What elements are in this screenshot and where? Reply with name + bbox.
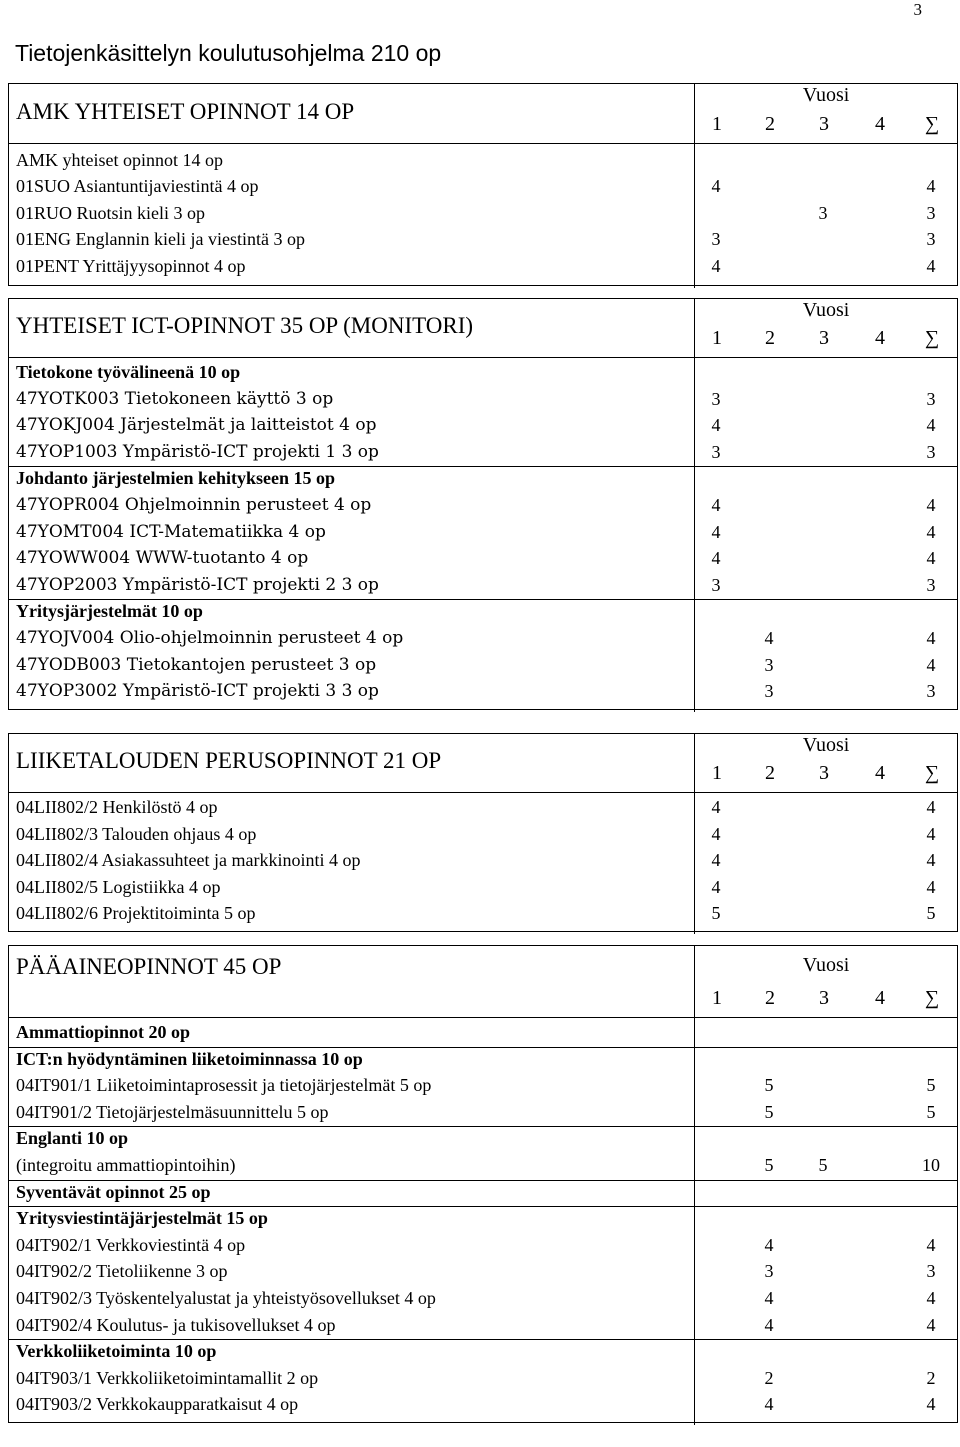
course-row: [9, 797, 957, 824]
credit-sum: 3: [926, 229, 936, 250]
year-4-header: 4: [875, 762, 885, 784]
page-number: 3: [913, 0, 922, 19]
subsection-label: ICT:n hyödyntäminen liiketoiminnassa 10 op: [16, 1048, 363, 1069]
course-label: 04LII802/4 Asiakassuhteet ja markkinointi 4 op: [16, 850, 361, 871]
credit-sum: 4: [926, 823, 936, 844]
course-label: 01ENG Englannin kieli ja viestintä 3 op: [16, 229, 305, 250]
subsection-label: Ammattiopinnot 20 op: [16, 1022, 191, 1042]
credit-year-1: 4: [711, 255, 721, 276]
course-label: 01RUO Ruotsin kieli 3 op: [16, 202, 206, 223]
credit-year-2: 4: [764, 1394, 774, 1415]
course-label: 04IT902/3 Työskentelyalustat ja yhteistyösovellukset 4 op: [16, 1288, 436, 1308]
credit-sum: 5: [926, 1101, 936, 1122]
course-row: [9, 628, 957, 655]
section-title: YHTEISET ICT-OPINNOT 35 OP (MONITORI): [16, 313, 474, 338]
credit-sum: 4: [926, 654, 936, 675]
course-row: [9, 176, 957, 202]
subsection-label: Yritysjärjestelmät 10 op: [16, 601, 203, 622]
course-row: [9, 850, 957, 877]
year-3-header: 3: [819, 113, 829, 135]
course-row: [9, 1102, 957, 1129]
course-label: 47YOWW004 WWW-tuotanto 4 op: [16, 548, 309, 569]
credit-year-2: 3: [764, 654, 774, 675]
course-row: [9, 575, 957, 602]
course-label: 01SUO Asiantuntijaviestintä 4 op: [16, 176, 259, 197]
year-1-header: 1: [712, 762, 722, 784]
course-label: 47YOP2003 Ympäristö-ICT projekti 2 3 op: [16, 574, 379, 595]
course-row: [9, 548, 957, 575]
section-header: [9, 946, 957, 1018]
credit-year-1: 4: [711, 797, 721, 817]
section-table: [8, 945, 958, 1423]
vuosi-label: Vuosi: [802, 299, 850, 321]
course-label: 04IT903/1 Verkkoliiketoimintamallit 2 op: [16, 1367, 319, 1388]
row-divider: [9, 1339, 957, 1340]
credit-sum: 3: [926, 681, 936, 702]
credit-sum: 4: [926, 415, 936, 436]
course-label: 04LII802/6 Projektitoiminta 5 op: [16, 903, 256, 924]
course-row: [9, 389, 957, 416]
credit-year-3: 5: [818, 1155, 828, 1175]
credit-year-2: 5: [764, 1101, 774, 1122]
credit-sum: 4: [926, 1288, 936, 1308]
course-row: [9, 522, 957, 549]
subsection-heading: [9, 468, 957, 495]
course-label: 04IT902/2 Tietoliikenne 3 op: [16, 1261, 228, 1282]
credit-year-3: 3: [818, 202, 828, 223]
course-label: 47YOJV004 Olio-ohjelmoinnin perusteet 4 op: [16, 628, 404, 648]
course-label: 47YOP3002 Ympäristö-ICT projekti 3 3 op: [16, 681, 379, 702]
course-row: [9, 1155, 957, 1182]
section-table: [8, 83, 958, 286]
credit-year-2: 5: [764, 1155, 774, 1175]
credit-year-1: 4: [711, 876, 721, 897]
credit-sum: 4: [926, 1234, 936, 1255]
section-header: [9, 299, 957, 358]
course-row: [9, 655, 957, 682]
course-label: 04LII802/5 Logistiikka 4 op: [16, 876, 221, 897]
course-label: 04IT903/2 Verkkokaupparatkaisut 4 op: [16, 1394, 299, 1415]
credit-year-1: 3: [711, 574, 721, 595]
credit-year-1: 3: [711, 441, 721, 462]
year-1-header: 1: [712, 987, 722, 1009]
year-3-header: 3: [819, 762, 829, 784]
credit-sum: 4: [926, 521, 936, 542]
credit-year-2: 4: [764, 1314, 774, 1335]
course-row: [9, 229, 957, 255]
course-label: 47YOKJ004 Järjestelmät ja laitteistot 4 op: [16, 415, 377, 436]
course-label: 47YODB003 Tietokantojen perusteet 3 op: [16, 654, 377, 675]
row-divider: [9, 1206, 957, 1207]
credit-sum: 10: [922, 1155, 940, 1175]
course-row: [9, 1261, 957, 1288]
sum-column-header: ∑: [924, 762, 940, 784]
course-row: [9, 903, 957, 930]
course-row: [9, 415, 957, 442]
course-label: 47YOP1003 Ympäristö-ICT projekti 1 3 op: [16, 441, 379, 462]
credit-year-1: 4: [711, 495, 721, 515]
year-1-header: 1: [712, 327, 722, 349]
course-row: [9, 877, 957, 904]
year-2-header: 2: [765, 327, 775, 349]
subsection-heading: [9, 362, 957, 389]
credit-year-1: 3: [711, 388, 721, 409]
subsection-label: Verkkoliiketoiminta 10 op: [16, 1341, 217, 1362]
credit-year-1: 4: [711, 521, 721, 542]
year-2-header: 2: [765, 113, 775, 135]
section-title: AMK YHTEISET OPINNOT 14 OP: [16, 99, 355, 124]
credit-year-2: 5: [764, 1075, 774, 1096]
subsection-heading: [9, 1341, 957, 1368]
sum-column-header: ∑: [924, 987, 940, 1009]
subsection-label: Tietokone työvälineenä 10 op: [16, 362, 241, 382]
course-row: [9, 681, 957, 708]
credit-year-2: 4: [764, 1288, 774, 1308]
credit-sum: 4: [926, 548, 936, 569]
course-label: 04IT902/4 Koulutus- ja tukisovellukset 4 op: [16, 1314, 336, 1335]
credit-year-2: 4: [764, 628, 774, 648]
course-row: [9, 256, 957, 282]
credit-sum: 3: [926, 388, 936, 409]
section-header: [9, 734, 957, 793]
course-row: [9, 150, 957, 176]
year-4-header: 4: [875, 113, 885, 135]
credit-year-1: 4: [711, 176, 721, 197]
row-divider: [9, 599, 957, 600]
credit-year-1: 4: [711, 548, 721, 569]
credit-sum: 3: [926, 1261, 936, 1282]
credit-sum: 2: [926, 1367, 936, 1388]
section-table: [8, 733, 958, 932]
credit-sum: 4: [926, 176, 936, 197]
section-title: PÄÄAINEOPINNOT 45 OP: [16, 954, 282, 979]
course-label: 01PENT Yrittäjyysopinnot 4 op: [16, 255, 246, 276]
course-row: [9, 442, 957, 469]
subsection-heading: [9, 1182, 957, 1209]
course-row: [9, 1394, 957, 1421]
credit-year-1: 4: [711, 850, 721, 871]
subsection-label: Syventävät opinnot 25 op: [16, 1181, 211, 1202]
row-divider: [9, 466, 957, 467]
credit-year-1: 4: [711, 823, 721, 844]
credit-sum: 4: [926, 628, 936, 648]
year-3-header: 3: [819, 327, 829, 349]
course-label: AMK yhteiset opinnot 14 op: [16, 150, 223, 170]
row-divider: [9, 1126, 957, 1127]
course-row: [9, 1235, 957, 1262]
subsection-heading: [9, 1049, 957, 1076]
credit-sum: 4: [926, 797, 936, 817]
credit-sum: 3: [926, 574, 936, 595]
course-label: 04IT902/1 Verkkoviestintä 4 op: [16, 1234, 246, 1255]
credit-year-2: 2: [764, 1367, 774, 1388]
course-label: 04LII802/2 Henkilöstö 4 op: [16, 797, 218, 817]
credit-sum: 5: [926, 903, 936, 924]
section-title: LIIKETALOUDEN PERUSOPINNOT 21 OP: [16, 748, 442, 773]
credit-year-2: 4: [764, 1234, 774, 1255]
year-3-header: 3: [819, 987, 829, 1009]
year-column-header: [694, 734, 957, 792]
subsection-label: Yritysviestintäjärjestelmät 15 op: [16, 1208, 268, 1229]
credit-sum: 4: [926, 255, 936, 276]
credit-sum: 4: [926, 850, 936, 871]
course-label: (integroitu ammattiopintoihin): [16, 1155, 236, 1175]
document-title: Tietojenkäsittelyn koulutusohjelma 210 op: [15, 40, 442, 66]
course-row: [9, 1368, 957, 1395]
year-4-header: 4: [875, 987, 885, 1009]
credit-year-2: 3: [764, 681, 774, 702]
course-row: [9, 203, 957, 229]
course-row: [9, 495, 957, 522]
course-label: 04IT901/1 Liiketoimintaprosessit ja tietojärjestelmät 5 op: [16, 1075, 432, 1096]
subsection-heading: [9, 601, 957, 628]
credit-sum: 4: [926, 1314, 936, 1335]
year-column-header: [694, 946, 957, 1017]
credit-sum: 5: [926, 1075, 936, 1096]
year-column-header: [694, 84, 957, 143]
credit-year-1: 4: [711, 415, 721, 436]
year-2-header: 2: [765, 762, 775, 784]
course-label: 04IT901/2 Tietojärjestelmäsuunnittelu 5 op: [16, 1101, 329, 1122]
sum-column-header: ∑: [924, 113, 940, 135]
year-column-header: [694, 299, 957, 357]
course-label: 04LII802/3 Talouden ohjaus 4 op: [16, 823, 257, 844]
course-row: [9, 824, 957, 851]
year-1-header: 1: [712, 113, 722, 135]
section-header: [9, 84, 957, 144]
subsection-heading: [9, 1128, 957, 1155]
credit-year-2: 3: [764, 1261, 774, 1282]
vuosi-label: Vuosi: [802, 84, 850, 106]
vuosi-label: Vuosi: [802, 734, 850, 756]
sum-column-header: ∑: [924, 327, 940, 349]
credit-sum: 3: [926, 202, 936, 223]
section-table: [8, 298, 958, 710]
credit-sum: 4: [926, 876, 936, 897]
subsection-heading: [9, 1022, 957, 1049]
vuosi-label: Vuosi: [802, 954, 850, 976]
course-row: [9, 1315, 957, 1342]
course-row: [9, 1288, 957, 1315]
year-4-header: 4: [875, 327, 885, 349]
credit-sum: 4: [926, 1394, 936, 1415]
course-label: 47YOTK003 Tietokoneen käyttö 3 op: [16, 388, 334, 409]
credit-sum: 3: [926, 441, 936, 462]
course-row: [9, 1075, 957, 1102]
subsection-heading: [9, 1208, 957, 1235]
subsection-label: Johdanto järjestelmien kehitykseen 15 op: [16, 468, 335, 489]
course-label: 47YOPR004 Ohjelmoinnin perusteet 4 op: [16, 495, 372, 515]
credit-year-1: 3: [711, 229, 721, 250]
subsection-label: Englanti 10 op: [16, 1128, 129, 1149]
credit-sum: 4: [926, 495, 936, 515]
course-label: 47YOMT004 ICT-Matematiikka 4 op: [16, 521, 326, 542]
credit-year-1: 5: [711, 903, 721, 924]
year-2-header: 2: [765, 987, 775, 1009]
